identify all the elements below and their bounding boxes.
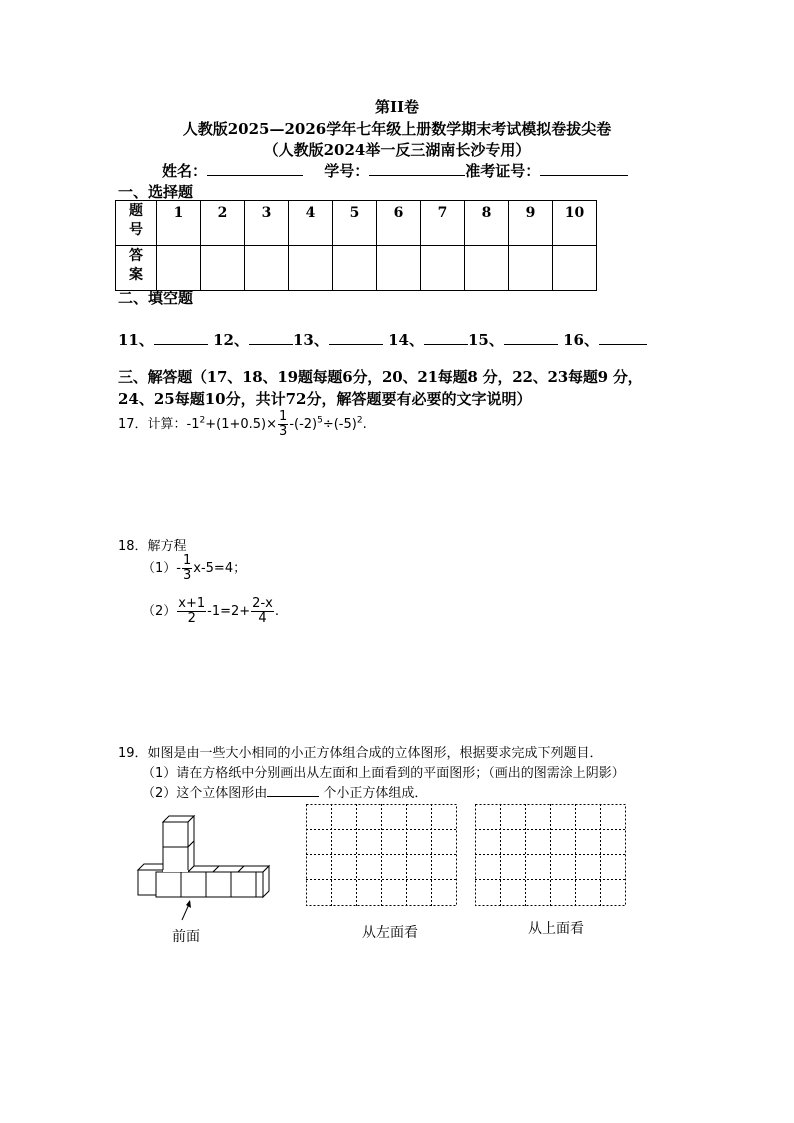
fraction-denominator: 3	[182, 568, 192, 583]
part-label: （1）	[142, 561, 177, 576]
cube-count-field[interactable]	[267, 782, 319, 797]
head-char: 案	[129, 267, 143, 283]
fraction-numerator: x+1	[178, 596, 206, 611]
page-title: 人教版2025—2026学年七年级上册数学期末考试模拟卷拔尖卷	[182, 120, 612, 138]
q17-text: 17．计算：-1	[118, 417, 200, 432]
blank-label: 14、	[388, 331, 424, 349]
blank-label: 13、	[292, 331, 329, 349]
volume-label: 第II卷	[374, 98, 420, 116]
head-char: 题	[129, 203, 143, 219]
q18-fraction	[177, 597, 206, 626]
q18-text: x-5=4；	[193, 561, 247, 576]
question-number: 10	[553, 201, 597, 246]
section-choice-title: 一、选择题	[118, 183, 194, 201]
question-19-line3	[142, 782, 427, 801]
q17-text: +(1+0.5)×	[205, 417, 278, 432]
cube-drawing	[138, 816, 269, 897]
answer-cell[interactable]	[509, 246, 553, 291]
q17-text: -(-2)	[289, 417, 318, 432]
id-label: 学号：	[324, 162, 370, 180]
blank-field[interactable]	[249, 330, 293, 345]
fraction-denominator: 2	[187, 611, 196, 626]
row-head-answer	[116, 246, 157, 291]
head-char: 答	[129, 248, 143, 264]
answer-cell[interactable]	[377, 246, 421, 291]
answer-cell[interactable]	[553, 246, 597, 291]
question-number: 7	[421, 201, 465, 246]
question-number: 3	[245, 201, 289, 246]
answer-cell[interactable]	[245, 246, 289, 291]
answer-table	[115, 200, 597, 291]
question-18-title: 18．解方程	[118, 539, 187, 554]
part-label: （2）	[142, 604, 177, 619]
q17-exponent: 2	[356, 415, 363, 426]
front-label: 前面	[172, 929, 200, 945]
fraction-numerator: 2-x	[252, 596, 273, 611]
fill-blanks-line	[118, 329, 647, 350]
fraction-numerator: 1	[182, 553, 192, 568]
q17-text: .	[362, 417, 367, 432]
question-18-part1	[142, 554, 246, 583]
answer-cell[interactable]	[465, 246, 509, 291]
question-17	[118, 410, 367, 439]
answer-cell[interactable]	[333, 246, 377, 291]
question-number: 6	[377, 201, 421, 246]
student-info-line	[162, 160, 628, 181]
q18-fraction	[182, 554, 192, 583]
question-19-line2: （1）请在方格纸中分别画出从左面和上面看到的平面图形；（画出的图需涂上阴影）	[142, 766, 625, 781]
question-number: 9	[509, 201, 553, 246]
question-19-line1: 19．如图是由一些大小相同的小正方体组合成的立体图形，根据要求完成下列题目．	[118, 746, 603, 761]
name-field[interactable]	[207, 161, 303, 176]
question-number: 1	[157, 201, 201, 246]
table-row	[116, 201, 597, 246]
q18-text: .	[274, 604, 279, 619]
fraction-denominator: 3	[279, 424, 288, 439]
arrow-head	[186, 900, 191, 908]
fraction-denominator: 4	[258, 611, 267, 626]
question-number: 5	[333, 201, 377, 246]
question-number: 2	[201, 201, 245, 246]
blank-field[interactable]	[504, 330, 558, 345]
blank-label: 11、	[118, 331, 154, 349]
q18-fraction	[251, 597, 274, 626]
blank-field[interactable]	[424, 330, 468, 345]
left-view-grid[interactable]	[306, 804, 458, 907]
exam-field[interactable]	[540, 161, 628, 176]
q19-text: （2）这个立体图形由	[142, 786, 268, 801]
blank-field[interactable]	[599, 330, 647, 345]
q17-exponent: 2	[199, 415, 206, 426]
blank-label: 15、	[467, 331, 504, 349]
cube-figure	[130, 808, 280, 928]
answer-cell[interactable]	[289, 246, 333, 291]
section-solve-title: 三、解答题（17、18、19题每题6分，20、21每题8 分，22、23每题9 分，	[118, 368, 643, 386]
head-char: 号	[129, 222, 143, 238]
q18-text: -	[176, 561, 181, 576]
name-label: 姓名：	[162, 162, 208, 180]
exam-label: 准考证号：	[465, 162, 541, 180]
question-18-part2	[142, 597, 279, 626]
answer-cell[interactable]	[421, 246, 465, 291]
q18-text: -1=2+	[207, 604, 251, 619]
table-row	[116, 246, 597, 291]
fraction-numerator: 1	[279, 409, 288, 424]
top-view-label: 从上面看	[528, 921, 584, 937]
q17-fraction	[278, 410, 288, 439]
question-number: 8	[465, 201, 509, 246]
page-subtitle: （人教版2024举一反三湖南长沙专用）	[263, 141, 531, 159]
answer-cell[interactable]	[157, 246, 201, 291]
id-field[interactable]	[369, 161, 465, 176]
top-view-grid[interactable]	[475, 804, 627, 907]
q19-text: 个小正方体组成．	[323, 786, 428, 801]
q17-exponent: 5	[317, 415, 323, 426]
answer-cell[interactable]	[201, 246, 245, 291]
question-number: 4	[289, 201, 333, 246]
section-solve-title-2: 24、25每题10分，共计72分，解答题要有必要的文字说明）	[118, 390, 532, 408]
blank-field[interactable]	[329, 330, 383, 345]
row-head-number	[116, 201, 157, 246]
q17-text: ÷(-5)	[322, 417, 357, 432]
section-fill-title: 二、填空题	[118, 289, 194, 307]
blank-field[interactable]	[154, 330, 208, 345]
blank-label: 16、	[563, 331, 599, 349]
left-view-label: 从左面看	[362, 925, 418, 941]
blank-label: 12、	[213, 331, 249, 349]
